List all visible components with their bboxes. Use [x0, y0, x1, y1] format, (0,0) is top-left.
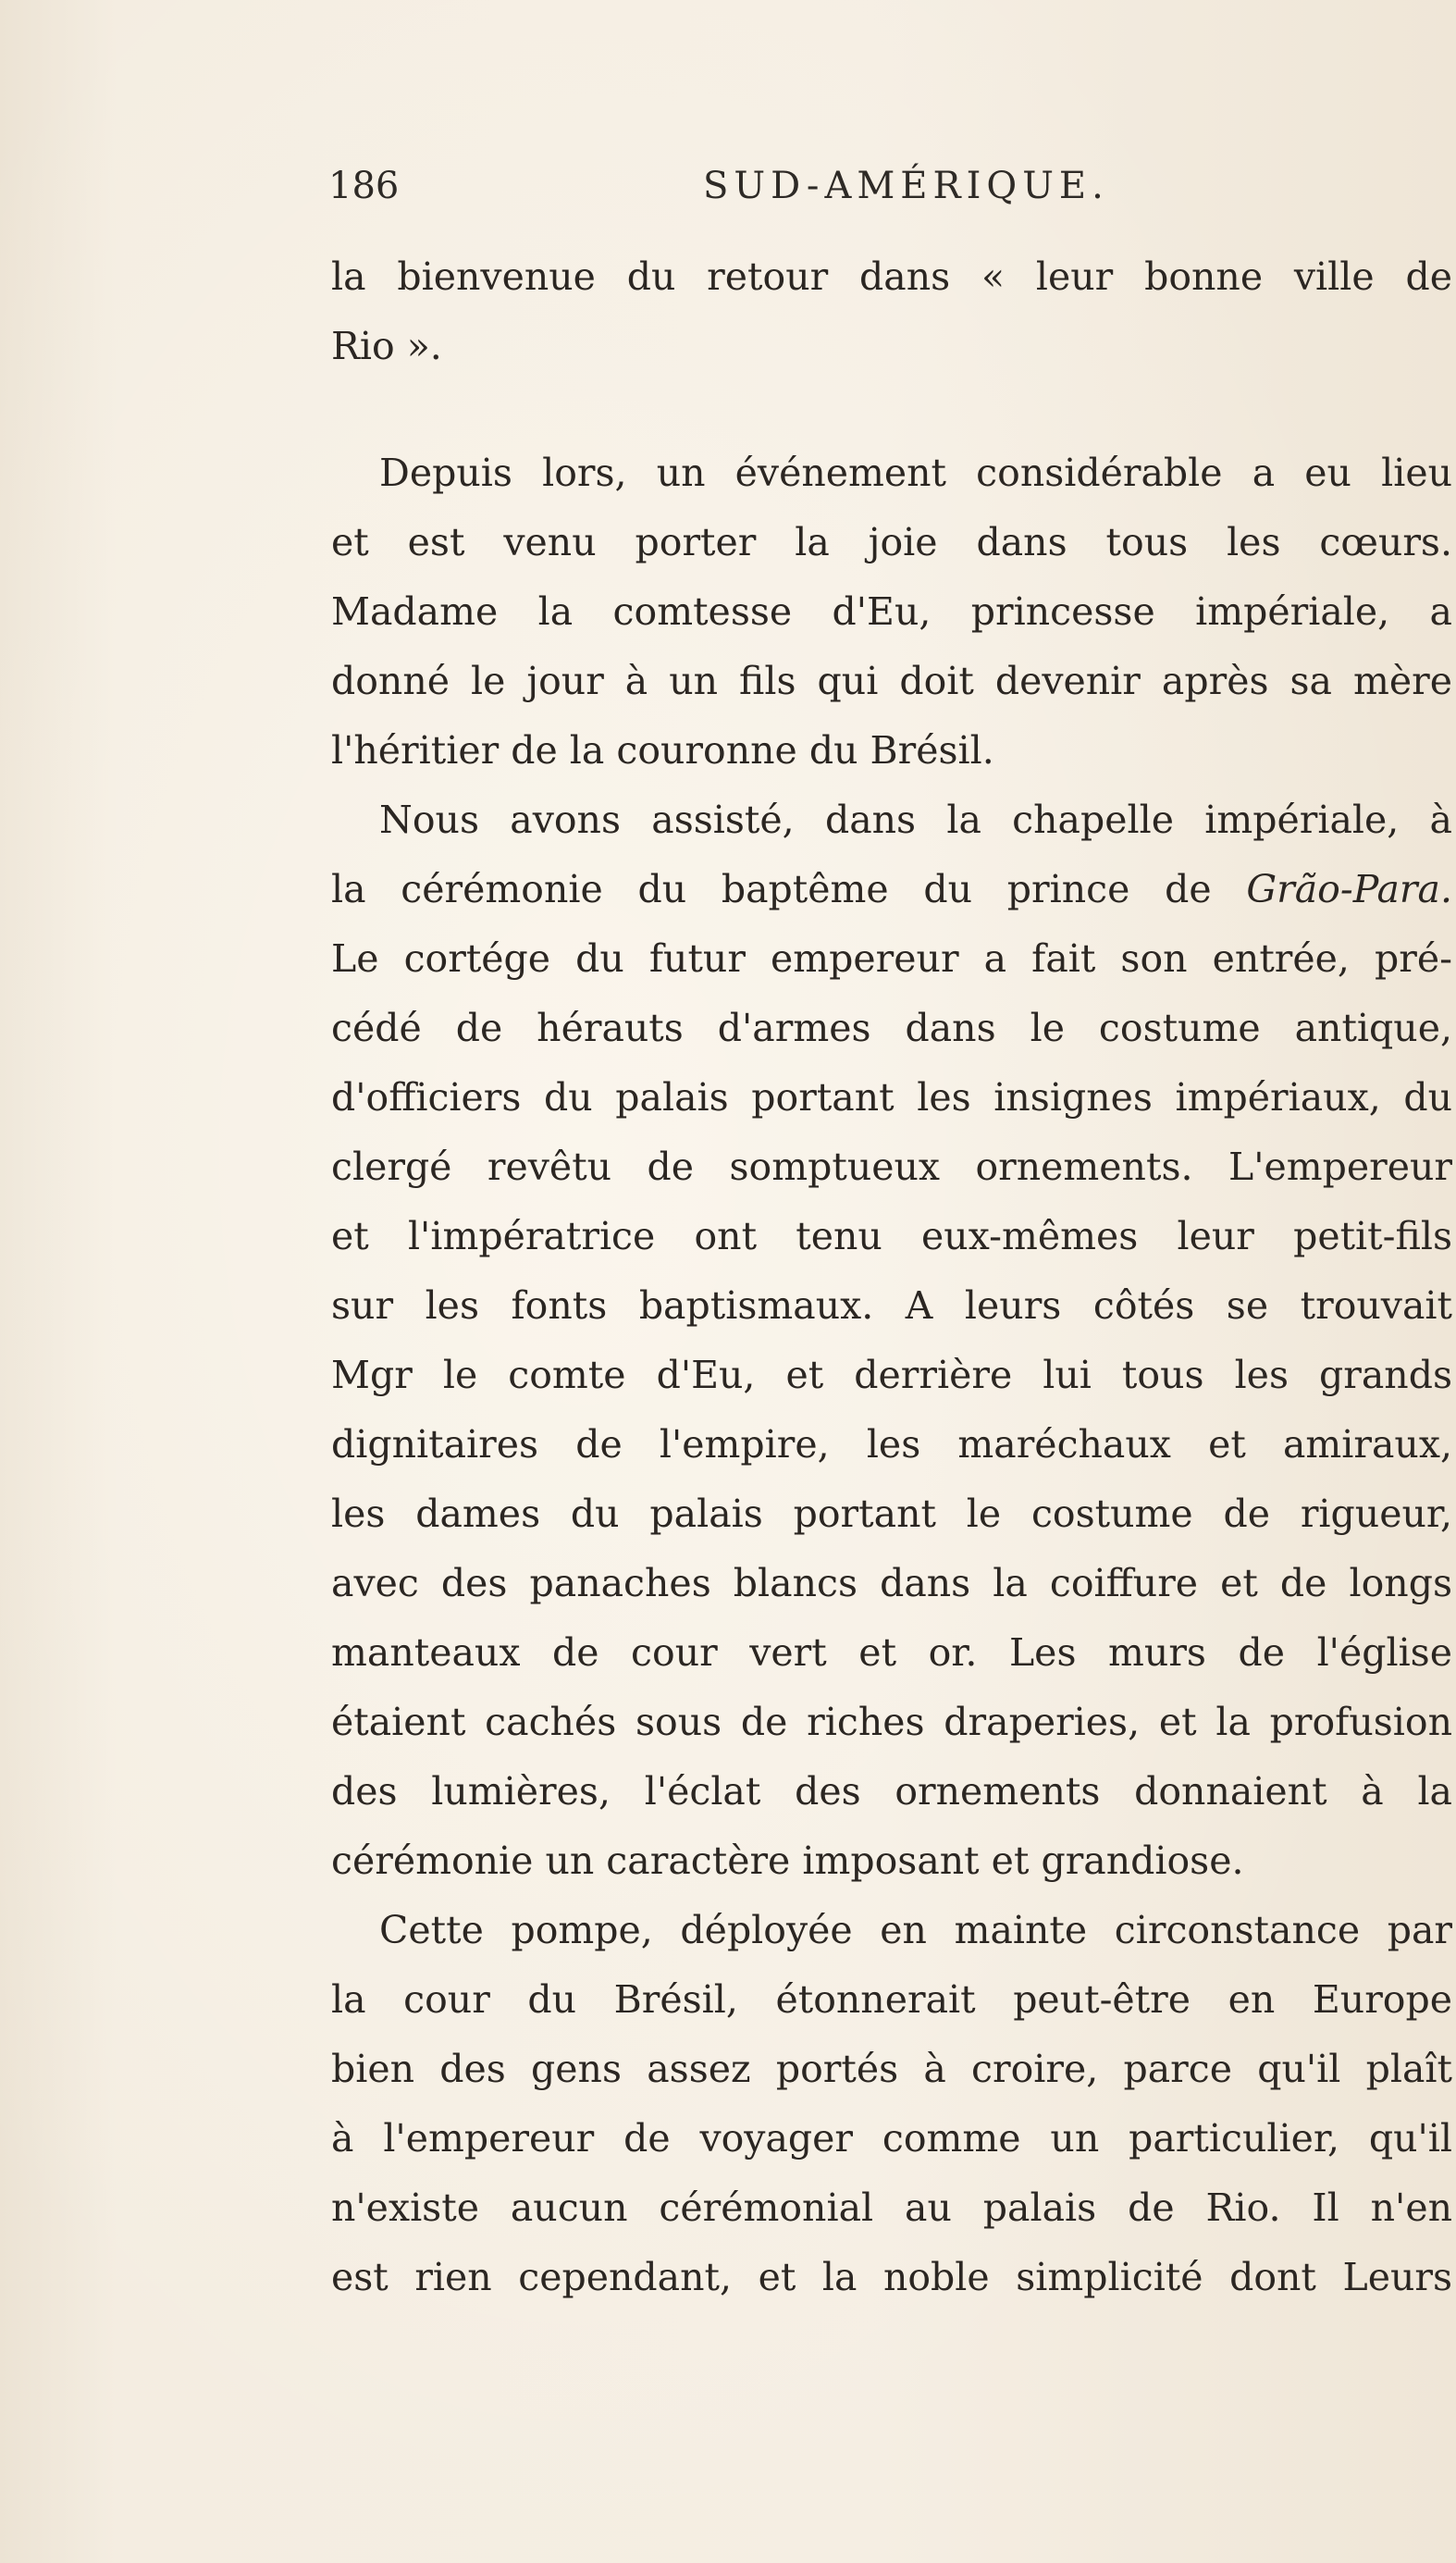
text-line: la bienvenue du retour dans « leur bonne ville de: [331, 254, 1452, 299]
text-line: cédé de hérauts d'armes dans le costume antique,: [331, 1006, 1452, 1050]
text-line: dignitaires de l'empire, les maréchaux et amiraux,: [331, 1422, 1452, 1467]
text-line: Cette pompe, déployée en mainte circonstance par: [379, 1908, 1452, 1952]
text-line: la cour du Brésil, étonnerait peut-être en Europe: [331, 1977, 1452, 2022]
text-line: étaient cachés sous de riches draperies, et la profusion: [331, 1700, 1452, 1744]
text-line: donné le jour à un fils qui doit devenir après sa mère: [331, 659, 1452, 703]
text-line: manteaux de cour vert et or. Les murs de l'église: [331, 1630, 1452, 1675]
text-line: les dames du palais portant le costume de rigueur,: [331, 1492, 1452, 1536]
text-line: d'officiers du palais portant les insignes impériaux, du: [331, 1075, 1452, 1120]
text-line: sur les fonts baptismaux. A leurs côtés se trouvait: [331, 1283, 1452, 1328]
body-text: [331, 242, 1452, 2312]
text-line: Le cortége du futur empereur a fait son entrée, pré-: [331, 936, 1452, 981]
page-number: 186: [328, 165, 400, 207]
text-line: est rien cependant, et la noble simplicité dont Leurs: [331, 2255, 1452, 2299]
running-title: SUD-AMÉRIQUE.: [703, 165, 1109, 207]
paragraph-gap: [331, 381, 1452, 439]
text-line: cérémonie un caractère imposant et grandiose.: [331, 1839, 1244, 1883]
text-line: Mgr le comte d'Eu, et derrière lui tous les grands: [331, 1353, 1452, 1397]
text-line: avec des panaches blancs dans la coiffure et de longs: [331, 1561, 1452, 1605]
text-line: et est venu porter la joie dans tous les cœurs.: [331, 520, 1452, 564]
text-line: des lumières, l'éclat des ornements donnaient à la: [331, 1769, 1452, 1814]
text-line: Nous avons assisté, dans la chapelle impériale, à: [379, 798, 1452, 842]
text-line: Madame la comtesse d'Eu, princesse impériale, a: [331, 589, 1452, 634]
text-line: n'existe aucun cérémonial au palais de Rio. Il n'en: [331, 2185, 1452, 2230]
text-line: à l'empereur de voyager comme un particulier, qu'il: [331, 2116, 1452, 2161]
text-line: clergé revêtu de somptueux ornements. L'empereur: [331, 1145, 1452, 1189]
text-line: Depuis lors, un événement considérable a eu lieu: [379, 451, 1452, 495]
text-line: Rio ».: [331, 324, 442, 368]
text-line: la cérémonie du baptême du prince de Grão-Para.: [331, 867, 1452, 911]
italic-place-name: Grão-Para.: [1246, 867, 1452, 911]
text-line: et l'impératrice ont tenu eux-mêmes leur petit-fils: [331, 1214, 1452, 1258]
text-line: l'héritier de la couronne du Brésil.: [331, 728, 994, 773]
text-line: bien des gens assez portés à croire, parce qu'il plaît: [331, 2047, 1452, 2091]
